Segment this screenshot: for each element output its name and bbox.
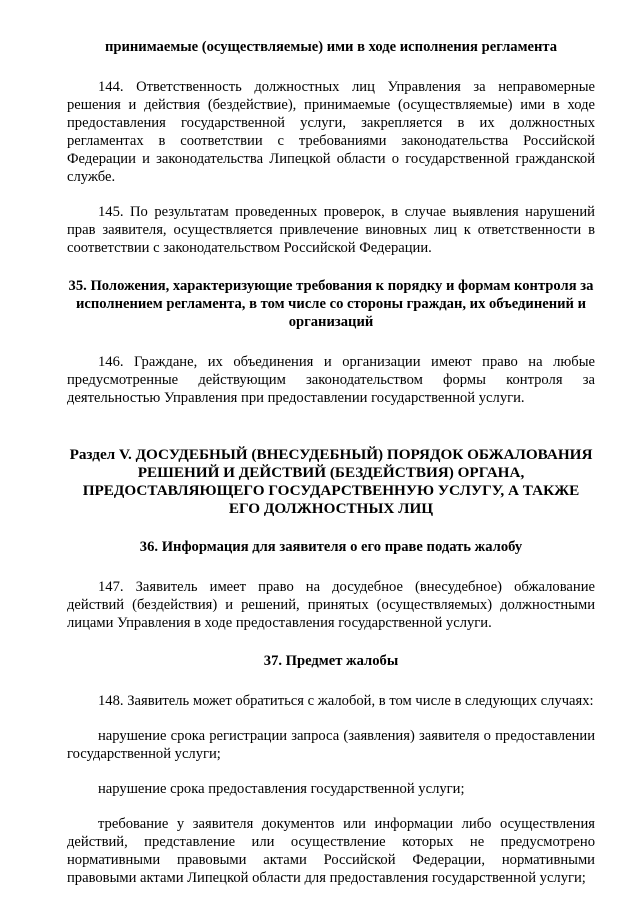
list-item-3: требование у заявителя документов или информации либо осуществления действий, представление или осуществление которых не предусмотрено нормативными правовыми актами Российской Федерации, нормативными правовыми актами Липецкой области для предоставления государственной услуги; (67, 816, 595, 886)
heading-34-tail: принимаемые (осуществляемые) ими в ходе исполнения регламента (104, 39, 558, 55)
list-item-1: нарушение срока регистрации запроса (заявления) заявителя о предоставлении государственной услуги; (67, 728, 595, 762)
heading-35: 35. Положения, характеризующие требования к порядку и формам контроля за исполнением регламента, в том числе со стороны граждан, их объединений и организаций (68, 278, 594, 330)
paragraph-148: 148. Заявитель может обратиться с жалобой, в том числе в следующих случаях: (98, 693, 594, 709)
paragraph-144: 144. Ответственность должностных лиц Управления за неправомерные решения и действия (бездействие), принимаемые (осуществляемые) ими в ходе предоставления государственной услуги, закрепляется в их должностных регламентах в соответствии с требованиями законодательства Российской Федерации и законодательства Липецкой области о государственной гражданской службе. (67, 79, 595, 185)
paragraph-147: 147. Заявитель имеет право на досудебное (внесудебное) обжалование действий (бездействия) и решений, принятых (осуществляемых) должностными лицами Управления в ходе предоставления государственной услуги. (67, 579, 595, 631)
paragraph-145: 145. По результатам проведенных проверок, в случае выявления нарушений прав заявителя, осуществляется привлечение виновных лиц к ответственности в соответствии с законодательством Российской Федерации. (67, 204, 595, 256)
document-page (67, 38, 595, 887)
heading-37: 37. Предмет жалобы (263, 653, 399, 669)
list-item-2: нарушение срока предоставления государственной услуги; (98, 781, 465, 797)
heading-36: 36. Информация для заявителя о его праве подать жалобу (139, 539, 523, 555)
section-5-title: Раздел V. ДОСУДЕБНЫЙ (ВНЕСУДЕБНЫЙ) ПОРЯДОК ОБЖАЛОВАНИЯ РЕШЕНИЙ И ДЕЙСТВИЙ (БЕЗДЕЙСТВИЯ) ОРГАНА, ПРЕДОСТАВЛЯЮЩЕГО ГОСУДАРСТВЕННУЮ УСЛУГУ, А ТАКЖЕ ЕГО ДОЛЖНОСТНЫХ ЛИЦ (69, 446, 593, 517)
paragraph-146: 146. Граждане, их объединения и организации имеют право на любые предусмотренные действующим законодательством формы контроля за деятельностью Управления при предоставлении государственной услуги. (67, 354, 595, 406)
